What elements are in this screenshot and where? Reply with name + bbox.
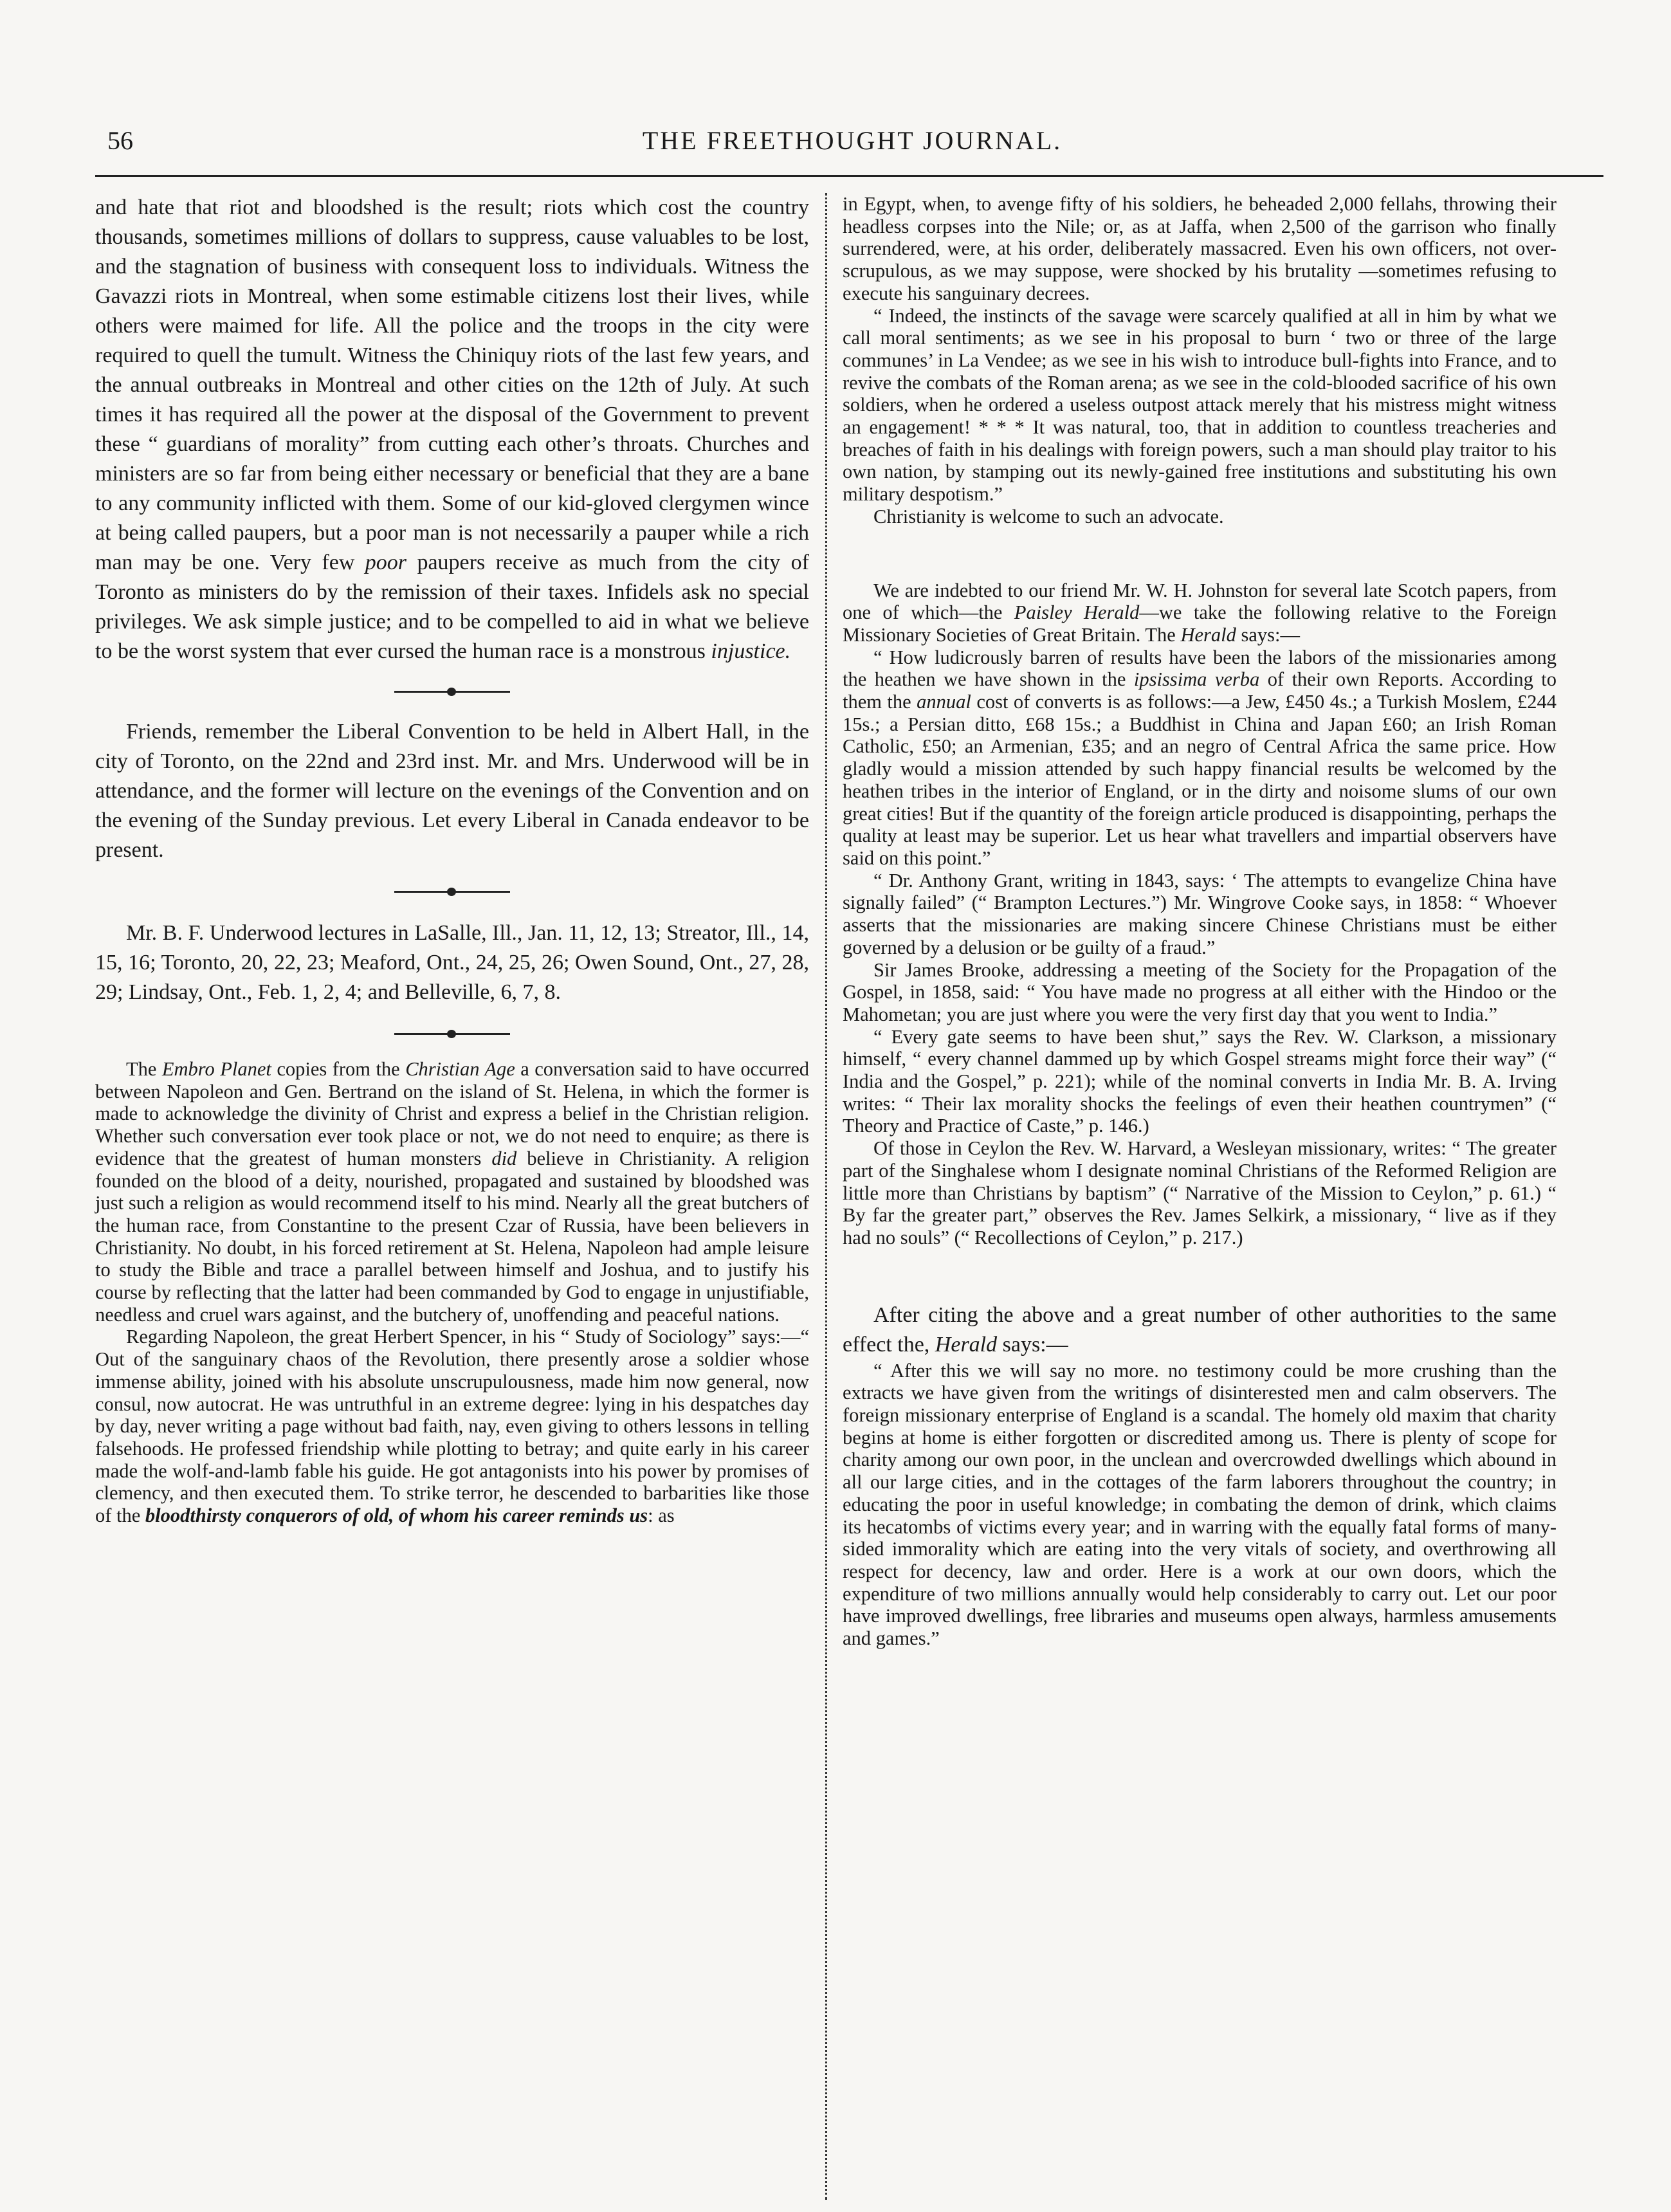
article-spencer-quote: Regarding Napoleon, the great Herbert Spencer, in his “ Study of Sociology” says:—“ Out of the sanguinary chaos of the Revolution, there presently arose a soldier whose immense ability, joined with his absolute unscrupulousness, made him now general, now consul, now autocrat. He was untruthful in an extreme degree: lying in his despatches day by day, never writing a page without bad faith, nay, even giving to others lessons in telling falsehoods. He professed friendship while plotting to betray; and quite early in his career made the wolf-and-lamb fable his guide. He got antagonists into his power by promises of clemency, and then executed them. To strike terror, he descended to barbarities like those of the bloodthirsty conquerors of old, of whom his career reminds us: as xyxy=(95,1326,809,1527)
column-separator xyxy=(825,193,827,2200)
page-number: 56 xyxy=(107,126,133,155)
section-divider xyxy=(394,1033,510,1035)
journal-title: THE FREETHOUGHT JOURNAL. xyxy=(642,126,1063,155)
article-lectures: Mr. B. F. Underwood lectures in LaSalle, Ill., Jan. 11, 12, 13; Streator, Ill., 14, 15, 16; Toronto, 20, 22, 23; Meaford, Ont., 24, 25, 26; Owen Sound, Ont., 27, 28, 29; Lindsay, Ont., Feb. 1, 2, 4; and Belleville, 6, 7, 8. xyxy=(95,921,809,1004)
section-divider xyxy=(394,891,510,893)
spacer xyxy=(843,1249,1557,1301)
article-spencer-quote-2: “ Indeed, the instincts of the savage were scarcely qualified at all in him by what we call moral sentiments; as we see in his proposal to burn ‘ two or three of the large communes’ in La Vendee; as we see in his wish to introduce bull-fights into France, and to revive the combats of the Roman arena; as we see in the cold-blooded sacrifice of his own soldiers, when he ordered a useless outpost attack merely that his mistress might witness an engagement! * * * It was natural, too, that in addition to countless treacheries and breaches of faith in his dealings with foreign powers, such a man should play traitor to his own nation, by stamping out its newly-gained free institutions and substituting his own military despotism.” xyxy=(843,304,1557,506)
left-column xyxy=(95,193,809,1527)
quote-ceylon: Of those in Ceylon the Rev. W. Harvard, a Wesleyan missionary, writes: “ The greater part of the Singhalese whom I designate nominal Christians of the Reformed Religion are little more than Christians by baptism” (“ Narrative of the Mission to Ceylon,” p. 61.) “ By far the greater part,” observes the Rev. James Selkirk, a missionary, “ live as if they had no souls” (“ Recollections of Ceylon,” p. 217.) xyxy=(843,1137,1557,1248)
article-herald-conclusion: After citing the above and a great number of other authorities to the same effect the, Herald says:— xyxy=(843,1303,1557,1357)
header-rule xyxy=(95,175,1603,177)
quote-herald-final: “ After this we will say no more. no testimony could be more crushing than the extracts we have given from the writings of disinterested men and calm observers. The foreign missionary enterprise of England is a scandal. The homely old maxim that charity begins at home is either forgotten or discredited among us. There is plenty of scope for charity among our own poor, in the unclean and overcrowded dwellings which abound in all our large cities, and in the cottages of the farm laborers throughout the country; in educating the poor in useful knowledge; in combating the demon of drink, which claims its hecatombs of victims every year; and in warring with the equally fatal forms of many-sided immorality which are eating into the very vitals of society, and overthrowing all respect for decency, law and order. Here is a work at our own doors, which the expenditure of two millions annually would help considerably to carry out. Let our poor have improved dwellings, free libraries and museums open always, harmless amusements and games.” xyxy=(843,1359,1557,1650)
quote-clarkson: “ Every gate seems to have been shut,” says the Rev. W. Clarkson, a missionary himself, “ every channel dammed up by which Gospel streams might force their way” (“ India and the Gospel,” p. 221); while of the nominal converts in India Mr. B. A. Irving writes: “ Their lax morality shocks the feelings of even their heathen countrymen” (“ Theory and Practice of Caste,” p. 146.) xyxy=(843,1025,1557,1137)
spacer xyxy=(843,528,1557,580)
article-advocate: Christianity is welcome to such an advocate. xyxy=(873,505,1224,527)
page-header xyxy=(100,125,1605,164)
quote-missionary-costs: “ How ludicrously barren of results have been the labors of the missionaries among the heathen we have shown in the ipsissima verba of their own Reports. According to them the annual cost of converts is as follows:—a Jew, £450 4s.; a Turkish Moslem, £244 15s.; a Persian ditto, £68 15s.; a Buddhist in China and Japan £60; an Irish Roman Catholic, £50; an Armenian, £35; and an negro of Central Africa the same price. How gladly would a mission attended by such happy financial results be welcomed by the heathen tribes in the interior of England, or in the dirty and noisome slums of our own great cities! But if the quantity of the foreign article produced is disappointing, perhaps the quality at least may be superior. Let us hear what travellers and impartial observers have said on this point.” xyxy=(843,646,1557,869)
article-spencer-continued: in Egypt, when, to avenge fifty of his soldiers, he beheaded 2,000 fellahs, throwing their headless corpses into the Nile; or, as at Jaffa, when 2,500 of the garrison who finally surrendered, were, at his order, deliberately massacred. Even his own officers, not over-scrupulous, as we may suppose, were shocked by his brutality —sometimes refusing to execute his sanguinary decrees. xyxy=(843,193,1557,304)
section-divider xyxy=(394,691,510,693)
quote-india: Sir James Brooke, addressing a meeting of the Society for the Propagation of the Gospel, in 1858, said: “ You have made no progress at all either with the Hindoo or the Mahometan; you are just where you were the very first day that you went to India.” xyxy=(843,958,1557,1025)
article-missionary-intro: We are indebted to our friend Mr. W. H. Johnston for several late Scotch papers, from one of which—the Paisley Herald—we take the following relative to the Foreign Missionary Societies of Great Britain. The Herald says:— xyxy=(843,579,1557,646)
right-column xyxy=(843,193,1557,1650)
article-liberal-convention: Friends, remember the Liberal Convention to be held in Albert Hall, in the city of Toronto, on the 22nd and 23rd inst. Mr. and Mrs. Underwood will be in attendance, and the former will lecture on the evenings of the Convention and on the evening of the Sunday previous. Let every Liberal in Canada endeavor to be present. xyxy=(95,720,809,862)
article-napoleon: The Embro Planet copies from the Christian Age a conversation said to have occurred between Napoleon and Gen. Bertrand on the island of St. Helena, in which the former is made to acknowledge the divinity of Christ and express a belief in the Christian religion. Whether such conversation ever took place or not, we do not need to enquire; as there is evidence that the greatest of human monsters did believe in Christianity. A religion founded on the blood of a deity, nourished, propagated and sustained by bloodshed was just such a religion as would recommend itself to his mind. Nearly all the great butchers of the human race, from Constantine to the present Czar of Russia, have been believers in Christianity. No doubt, in his forced retirement at St. Helena, Napoleon had ample leisure to study the Bible and trace a parallel between himself and Joshua, and to justify his course by reflecting that the latter had been commanded by God to engage in unjustifiable, needless and cruel wars against, and the butchery of, unoffending and peaceful nations. xyxy=(95,1058,810,1326)
quote-china: “ Dr. Anthony Grant, writing in 1843, says: ‘ The attempts to evangelize China have signally failed” (“ Brampton Lectures.”) Mr. Wingrove Cooke says, in 1858: “ Whoever asserts that the missionaries are making sincere Chinese Christians must be either governed by a delusion or be guilty of a fraud.” xyxy=(843,869,1557,958)
article-riots: and hate that riot and bloodshed is the result; riots which cost the country thousands, sometimes millions of dollars to suppress, cause valuables to be lost, and the stagnation of business with consequent loss to individuals. Witness the Gavazzi riots in Montreal, when some estimable citizens lost their lives, while others were maimed for life. All the police and the troops in the city were required to quell the tumult. Witness the Chiniquy riots of the last few years, and the annual outbreaks in Montreal and other cities on the 12th of July. At such times it has required all the power at the disposal of the Government to prevent these “ guardians of morality” from cutting each other’s throats. Churches and ministers are so far from being either necessary or beneficial that they are a bane to any community inflicted with them. Some of our kid-gloved clergymen wince at being called paupers, but a poor man is not necessarily a pauper while a rich man may be one. Very few poor paupers receive as much from the city of Toronto as ministers do by the remission of their taxes. Infidels ask no special privileges. We ask simple justice; and to be compelled to aid in what we believe to be the worst system that ever cursed the human race is a monstrous injustice. xyxy=(95,196,809,663)
